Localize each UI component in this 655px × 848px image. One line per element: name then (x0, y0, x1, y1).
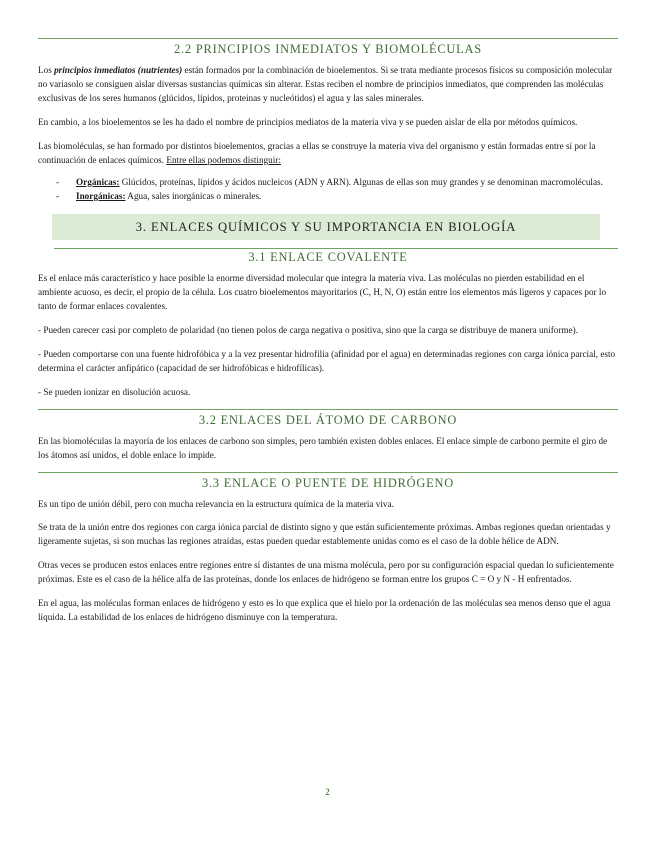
paragraph-principios-mediatos: En cambio, a los bioelementos se les ha dado el nombre de principios mediatos de la materia viva y se pueden aislar de ella por métodos químicos. (38, 117, 578, 127)
paragraph-regiones-carga: Se trata de la unión entre dos regiones con carga iónica parcial de distinto signo y que están suficientemente próximas. Ambas regiones quedan orientadas y ligeramente sujetas, si son muchas las regiones atraídas, estas pueden quedar establemente unidas como es el caso de la doble hélice de ADN. (38, 522, 611, 546)
bullet-dash: - (56, 191, 60, 201)
text-run: Las biomoléculas, se han formado por distintos bioelementos, gracias a ellas se construye la materia viva del organismo y están formadas entre sí por la continuación de enlaces químicos. (38, 141, 596, 165)
paragraph-principios-inmediatos (38, 63, 618, 105)
heading-3-1: 3.1 ENLACE COVALENTE (248, 250, 408, 264)
list-text: Agua, sales inorgánicas o minerales. (125, 191, 262, 201)
list-label: Inorgánicas: (76, 191, 126, 201)
heading-3-2: 3.2 ENLACES DEL ÁTOMO DE CARBONO (38, 409, 618, 428)
page-content (38, 38, 618, 634)
underlined-intro: Entre ellas podemos distinguir: (166, 155, 281, 165)
list-text: Glúcidos, proteínas, lípidos y ácidos nucleicos (ADN y ARN). Algunas de ellas son muy grandes y se denominan macromoléculas. (119, 177, 603, 187)
heading-section-3: 3. ENLACES QUÍMICOS Y SU IMPORTANCIA EN BIOLOGÍA (52, 214, 600, 240)
text-run: Los (38, 65, 55, 75)
list-item-inorganicas (56, 189, 618, 203)
paragraph-ionizar: - Se pueden ionizar en disolución acuosa. (38, 387, 191, 397)
paragraph-polaridad: - Pueden carecer casi por completo de polaridad (no tienen polos de carga negativa o positiva, sino que la carga se distribuye de manera uniforme). (38, 325, 578, 335)
paragraph-biomoleculas (38, 139, 618, 167)
paragraph-enlaces-carbono: En las biomoléculas la mayoría de los enlaces de carbono son simples, pero también existen dobles enlaces. El enlace simple de carbono permite el giro de los átomos así unidos, el doble enlace lo impide. (38, 436, 608, 460)
page-number: 2 (325, 787, 330, 797)
list-item-organicas (56, 175, 618, 189)
heading-2-2: 2.2 PRINCIPIOS INMEDIATOS Y BIOMOLÉCULAS (38, 38, 618, 57)
heading-3-3: 3.3 ENLACE O PUENTE DE HIDRÓGENO (38, 472, 618, 491)
list-label: Orgánicas: (76, 177, 120, 187)
emphasis-principios-inmediatos: principios inmediatos (nutrientes) (54, 65, 183, 75)
paragraph-agua-hielo: En el agua, las moléculas forman enlaces de hidrógeno y esto es lo que explica que el hielo por la ordenación de las moléculas sea menos denso que el agua líquida. La estabilidad de los enlaces de hidrógeno disminuye con la temperatura. (38, 598, 611, 622)
text-run: están formados por la combinación de bioelementos. Si se trata mediante procesos físicos su composición molecular no variasolo se consiguen aislar diversas sustancias químicas sin alterar. Estas reciben el nombre de principios inmediatos, que comprenden las moléculas exclusivas de los seres humanos (glúcidos, lípidos, proteínas y nucleótidos) el agua y las sales minerales. (38, 65, 613, 103)
paragraph-enlace-covalente: Es el enlace más característico y hace posible la enorme diversidad molecular que integra la materia viva. Las moléculas no pierden estabilidad en el ambiente acuoso, es decir, el propio de la célula. Los cuatro bioelementos mayoritarios (C, H, N, O) están entre los elementos más ligeros y capaces por lo tanto de formar enlaces covalentes. (38, 273, 607, 311)
paragraph-helice-alfa: Otras veces se producen estos enlaces entre regiones entre sí distantes de una misma molécula, pero por su configuración espacial quedan lo suficientemente próximas. Este es el caso de la hélice alfa de las proteínas, donde los enlaces de hidrógeno se forman entre los grupos C = O y N - H enfrentados. (38, 560, 614, 584)
biomolecule-list (38, 175, 618, 203)
bullet-dash: - (56, 177, 60, 187)
paragraph-union-debil: Es un tipo de unión débil, pero con mucha relevancia en la estructura química de la materia viva. (38, 499, 394, 509)
paragraph-anfipatico: - Pueden comportarse con una fuente hidrofóbica y a la vez presentar hidrofilia (afinidad por el agua) en determinadas regiones con carga iónica parcial, esto determina el carácter anfipático (capacidad de ser hidrofóbicas e hidrofílicas). (38, 349, 616, 373)
